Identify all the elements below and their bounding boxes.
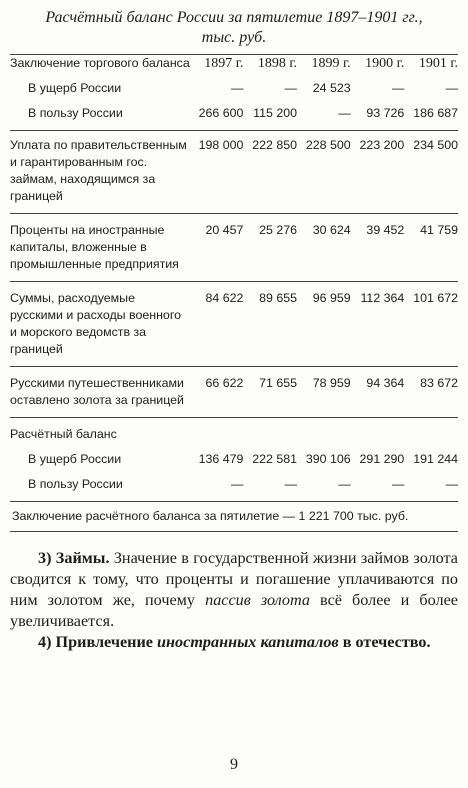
table-cell: 41 759 (404, 214, 458, 274)
table-cell: 223 200 (351, 131, 405, 206)
table-cell: 25 276 (243, 214, 297, 274)
table-cell: 93 726 (366, 106, 405, 120)
paragraph-capital (10, 632, 458, 653)
row-label: Суммы, расходуемые русскими и расходы военного и морского ведомств за границей (10, 282, 190, 359)
table-row (10, 131, 458, 206)
table-cell: 234 500 (404, 131, 458, 206)
table-title (10, 8, 458, 48)
table-cell: 89 655 (243, 282, 297, 359)
row-label: В пользу России (28, 106, 123, 120)
paragraph-heading (38, 633, 431, 651)
paragraph-text: Значение в государственной жизни займов золота сводится к тому, что проценты и погашение уплачиваются по ним золотом же, почему (10, 549, 458, 609)
year-header: 1899 г. (311, 56, 351, 71)
table-cell: — (338, 477, 351, 491)
table-cell: 96 959 (297, 282, 351, 359)
row-label: В ущерб России (28, 452, 122, 466)
table-footnote: Заключение расчётного баланса за пятилетие — 1 221 700 тыс. руб. (10, 508, 458, 532)
table-cell: 66 622 (190, 367, 244, 410)
paragraph-heading: 3) Займы. (38, 549, 110, 567)
table-cell: 30 624 (297, 214, 351, 274)
table-row (10, 451, 458, 468)
table-cell: 222 581 (252, 452, 298, 466)
table-cell: — (231, 477, 244, 491)
table-cell: 84 622 (190, 282, 244, 359)
table-row (10, 214, 458, 274)
table-row (10, 282, 458, 359)
paragraph-loans (10, 548, 458, 632)
body-text (10, 548, 458, 653)
table-cell: — (284, 477, 298, 491)
year-header: 1900 г. (365, 56, 405, 71)
year-header: 1898 г. (257, 56, 298, 71)
emphasis-text: пассив золота (205, 591, 310, 609)
row-label: Проценты на иностранные капиталы, вложенные в промышленные предприятия (10, 214, 190, 274)
table-cell: 228 500 (297, 131, 351, 206)
table-cell: — (445, 81, 458, 95)
table-cell: 291 290 (359, 452, 405, 466)
table-cell: — (391, 81, 405, 95)
table-cell: 390 106 (305, 452, 351, 466)
table-cell: 112 364 (351, 282, 405, 359)
table-cell: 115 200 (253, 106, 298, 120)
table-cell: — (391, 477, 405, 491)
balance-table (10, 54, 458, 502)
paragraph-heading-part: 4) Привлечение (38, 633, 158, 651)
table-row (10, 80, 458, 97)
year-header: 1897 г. (204, 56, 244, 71)
page (10, 8, 458, 653)
table-row (10, 105, 458, 122)
paragraph-text: всё более и более увеличивается. (10, 591, 458, 630)
table-cell: 71 655 (243, 367, 297, 410)
table-cell: 83 672 (404, 367, 458, 410)
emphasis-text: иностранных капиталов (157, 633, 339, 651)
table-row (10, 476, 458, 493)
table-cell: 198 000 (190, 131, 244, 206)
table-cell: — (284, 81, 298, 95)
trade-heading: Заключение торгового баланса (10, 56, 190, 70)
table-row (10, 418, 458, 444)
table-cell: 20 457 (190, 214, 244, 274)
page-number: 9 (230, 756, 238, 773)
row-label: В пользу России (28, 477, 123, 491)
table-cell: 266 600 (198, 106, 244, 120)
table-cell: — (338, 106, 351, 120)
table-cell: 24 523 (312, 81, 351, 95)
paragraph-heading-part: в отечество. (338, 633, 431, 651)
table-cell: — (231, 81, 244, 95)
table-cell: 78 959 (297, 367, 351, 410)
table-title-line2: тыс. руб. (201, 29, 267, 46)
table-header-row (10, 55, 458, 73)
table-row (10, 367, 458, 410)
table-cell: 101 672 (404, 282, 458, 359)
table-cell: 136 479 (198, 452, 244, 466)
table-cell: 186 687 (413, 106, 458, 120)
table-cell: 39 452 (351, 214, 405, 274)
table-cell: 94 364 (351, 367, 405, 410)
row-label: Уплата по правительственным и гарантированным гос. займам, находящимся за границей (10, 131, 190, 206)
table-cell: 191 244 (413, 452, 458, 466)
year-header: 1901 г. (418, 56, 458, 71)
table-cell: — (445, 477, 458, 491)
table-cell: 222 850 (243, 131, 297, 206)
settlement-heading: Расчётный баланс (10, 418, 458, 444)
row-label: Русскими путешественниками оставлено золота за границей (10, 367, 190, 410)
row-label: В ущерб России (28, 81, 122, 95)
table-title-line1: Расчётный баланс России за пятилетие 1897–1901 гг., (45, 9, 423, 26)
